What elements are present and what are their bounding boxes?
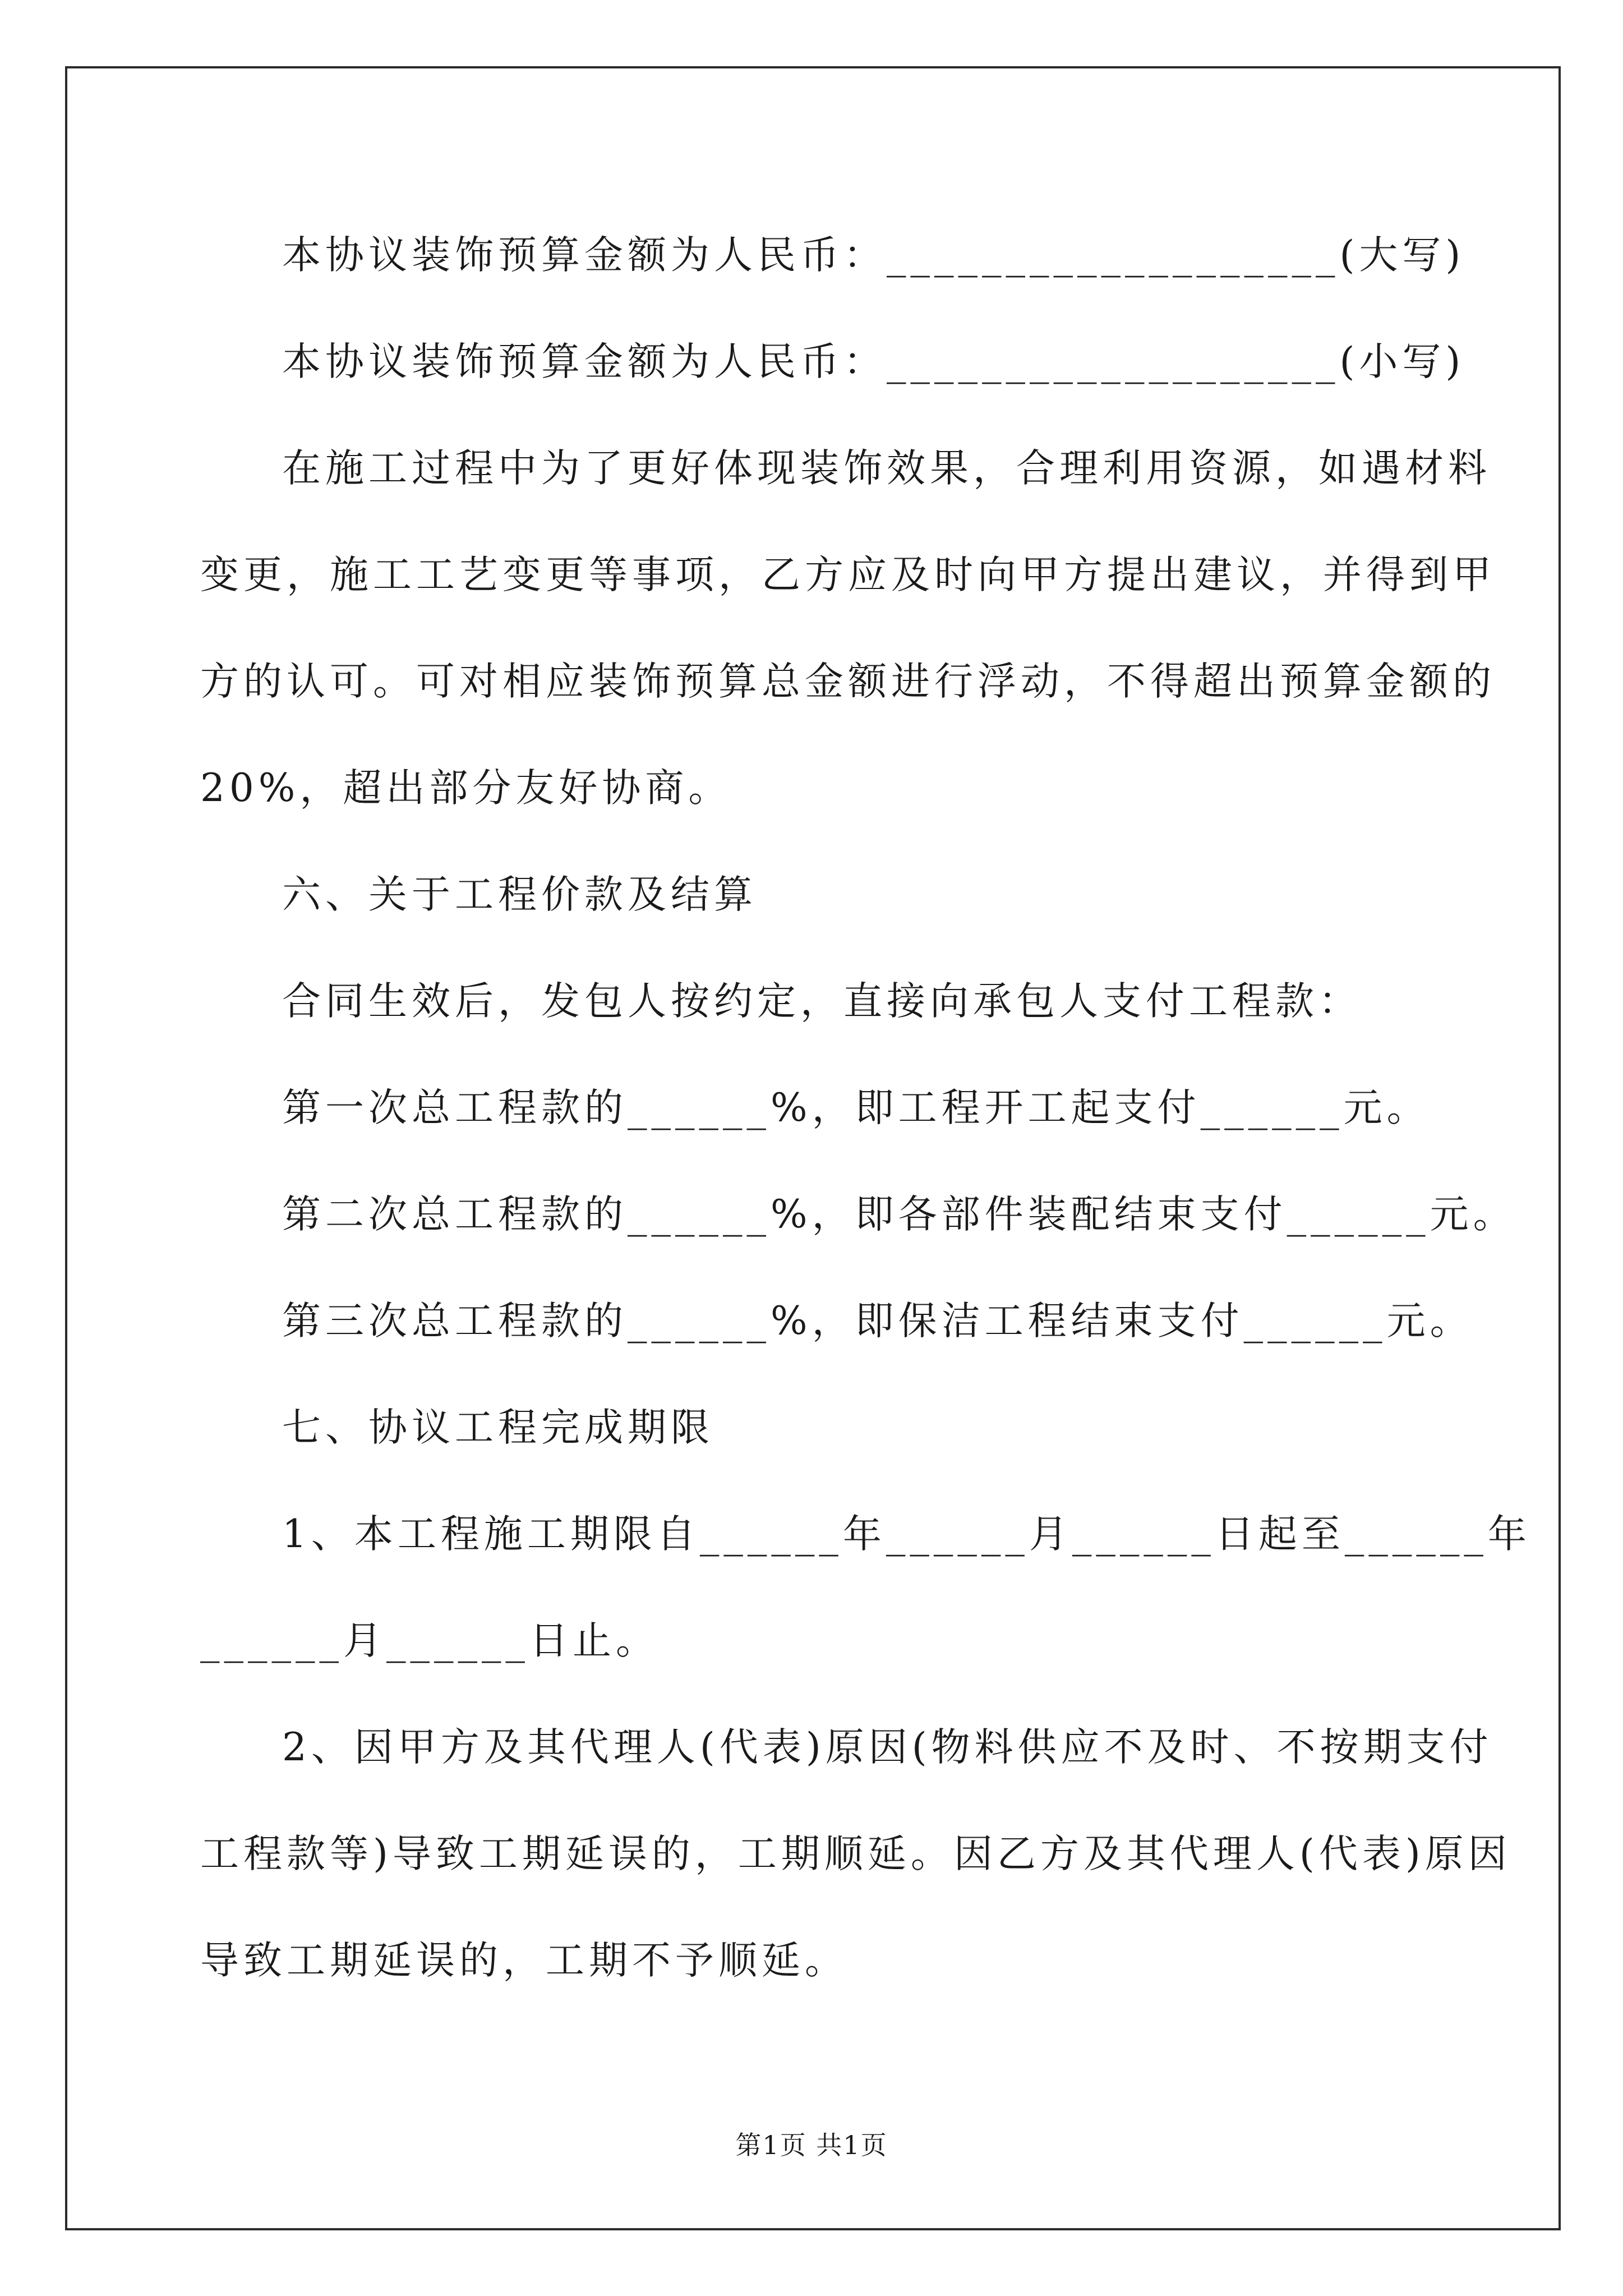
schedule-clause-2-continued: 工程款等)导致工期延误的，工期顺延。因乙方及其代理人(代表)原因 [200, 1832, 1511, 1876]
schedule-clause-1: 1、本工程施工期限自______年______月______日起至______年 [282, 1512, 1531, 1557]
budget-amount-uppercase: 本协议装饰预算金额为人民币：___________________(大写) [282, 233, 1465, 278]
paragraph-line: 20%，超出部分友好协商。 [200, 766, 732, 811]
budget-amount-lowercase: 本协议装饰预算金额为人民币：___________________(小写) [282, 339, 1465, 384]
schedule-clause-2-continued: 导致工期延误的，工期不予顺延。 [200, 1938, 848, 1983]
payment-item-third: 第三次总工程款的______%，即保洁工程结束支付______元。 [282, 1299, 1473, 1343]
paragraph-line: 在施工过程中为了更好体现装饰效果，合理利用资源，如遇材料 [282, 446, 1491, 491]
paragraph-line: 变更，施工工艺变更等事项，乙方应及时向甲方提出建议，并得到甲 [200, 553, 1496, 597]
page-number-footer: 第1页 共1页 [735, 2130, 888, 2160]
schedule-clause-1-continued: ______月______日止。 [200, 1618, 659, 1663]
paragraph-line: 方的认可。可对相应装饰预算总金额进行浮动，不得超出预算金额的 [200, 659, 1496, 704]
paragraph-line: 合同生效后，发包人按约定，直接向承包人支付工程款： [282, 979, 1362, 1024]
payment-item-first: 第一次总工程款的______%，即工程开工起支付______元。 [282, 1085, 1430, 1130]
document-body [200, 202, 1531, 2014]
section-heading-schedule: 七、协议工程完成期限 [282, 1405, 714, 1450]
payment-item-second: 第二次总工程款的______%，即各部件装配结束支付______元。 [282, 1192, 1516, 1237]
schedule-clause-2: 2、因甲方及其代理人(代表)原因(物料供应不及时、不按期支付 [282, 1725, 1493, 1770]
section-heading-payment: 六、关于工程价款及结算 [282, 872, 757, 917]
